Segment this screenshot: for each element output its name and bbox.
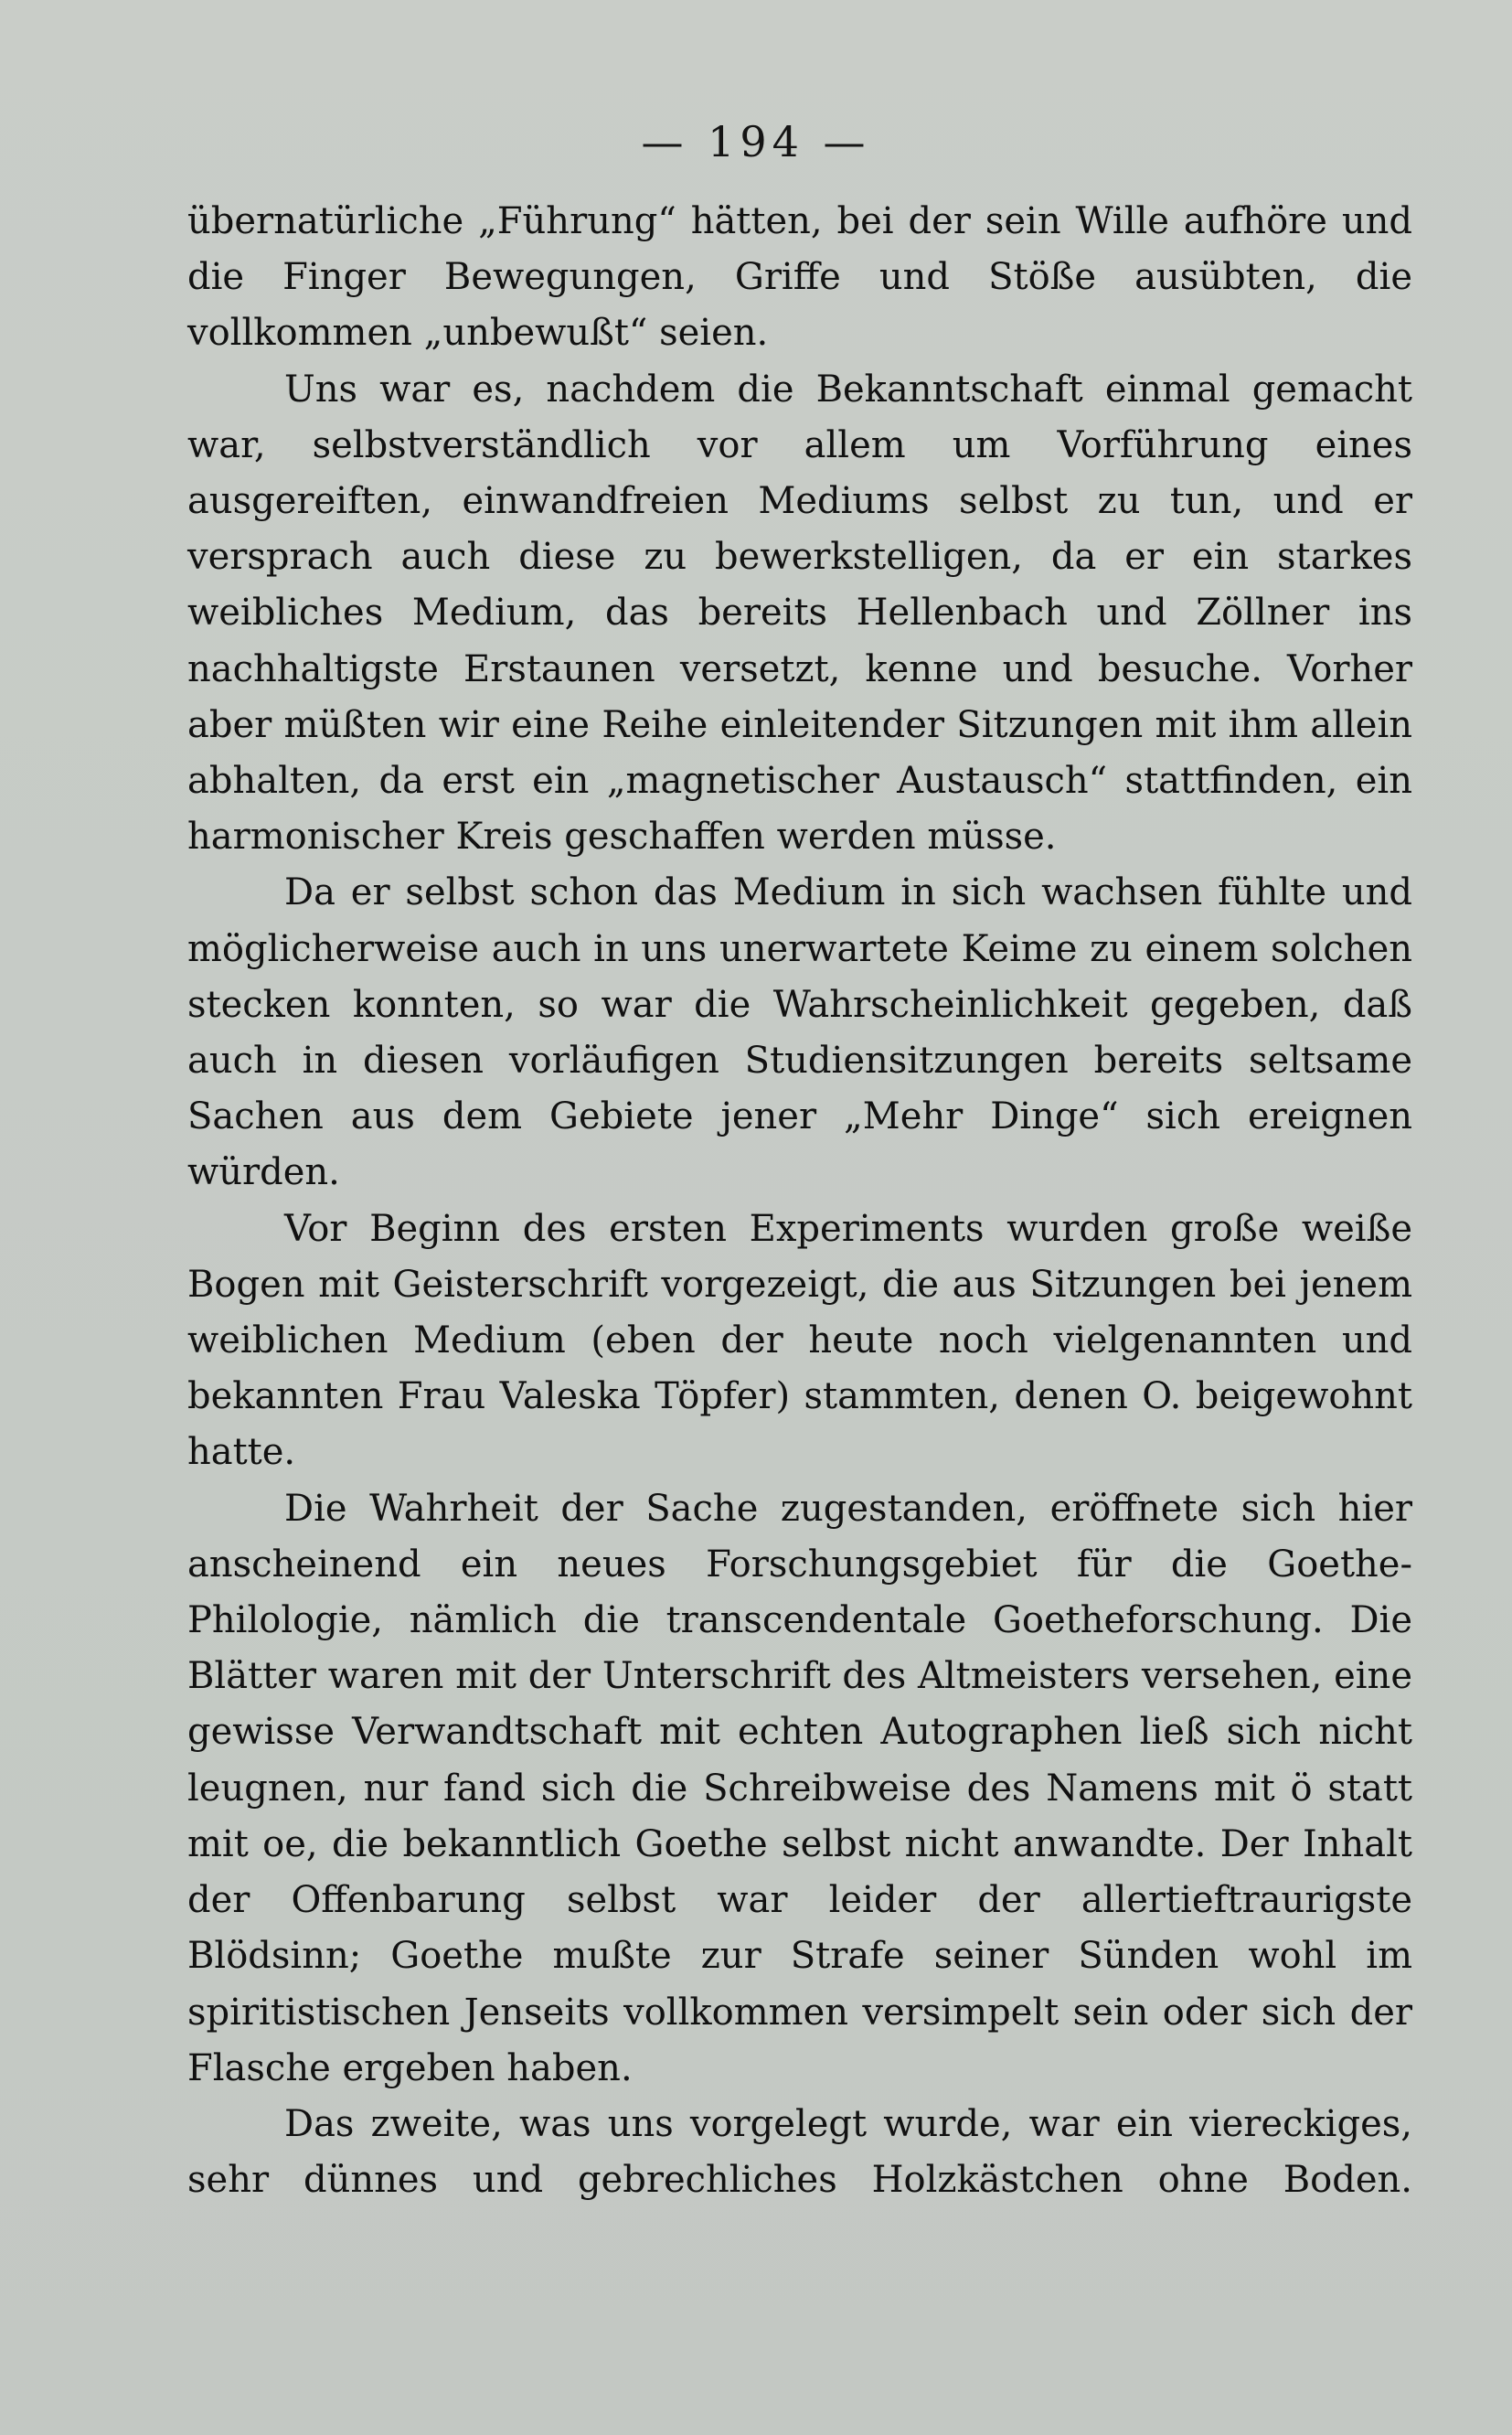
paragraph-medium-growth: Da er selbst schon das Medium in sich wachsen fühlte und möglicherweise auch in uns unerwartete Keime zu einem solchen stecken konnten, so war die Wahrscheinlichkeit gegeben, daß auch in diesen vorläufigen Studiensitzungen bereits seltsame Sachen aus dem Gebiete jener „Mehr Dinge“ sich ereignen würden. bbox=[187, 871, 1412, 1194]
paragraph-goethe-research: Die Wahrheit der Sache zugestanden, eröffnete sich hier anscheinend ein neues Forschungsgebiet für die Goethe-Philologie, nämlich die transcendentale Goetheforschung. Die Blätter waren mit der Unterschrift des Altmeisters versehen, eine gewisse Verwandtschaft mit echten Autographen ließ sich nicht leugnen, nur fand sich die Schreibweise des Namens mit ö statt mit oe, die bekanntlich Goethe selbst nicht anwandte. Der Inhalt der Offenbarung selbst war leider der allertieftraurigste Blödsinn; Goethe mußte zur Strafe seiner Sünden wohl im spiritistischen Jenseits vollkommen versimpelt sein oder sich der Flasche ergeben haben. bbox=[187, 1487, 1412, 2089]
paragraph-acquaintance: Uns war es, nachdem die Bekanntschaft einmal gemacht war, selbstverständlich vor allem um Vorführung eines ausgereiften, einwandfreien Mediums selbst zu tun, und er versprach auch diese zu bewerkstelligen, da er ein starkes weibliches Medium, das bereits Hellenbach und Zöllner ins nachhaltigste Erstaunen versetzt, kenne und besuche. Vorher aber müßten wir eine Reihe einleitender Sitzungen mit ihm allein abhalten, da erst ein „magnetischer Austausch“ stattfinden, ein harmonischer Kreis geschaffen werden müsse. bbox=[187, 368, 1412, 859]
body-text bbox=[187, 194, 1412, 2208]
paragraph-wooden-box: Das zweite, was uns vorgelegt wurde, war ein viereckiges, sehr dünnes und gebrechliches Holzkästchen ohne Boden. bbox=[187, 2102, 1412, 2202]
paragraph-continuation: übernatürliche „Führung“ hätten, bei der sein Wille aufhöre und die Finger Bewegungen, Griffe und Stöße ausübten, die vollkommen „unbewußt“ seien. bbox=[187, 200, 1412, 355]
paragraph-spirit-writing: Vor Beginn des ersten Experiments wurden große weiße Bogen mit Geisterschrift vorgezeigt, die aus Sitzungen bei jenem weiblichen Medium (eben der heute noch vielgenannten und bekannten Frau Valeska Töpfer) stammten, denen O. beigewohnt hatte. bbox=[187, 1207, 1412, 1474]
page-number: — 194 — bbox=[641, 117, 871, 166]
